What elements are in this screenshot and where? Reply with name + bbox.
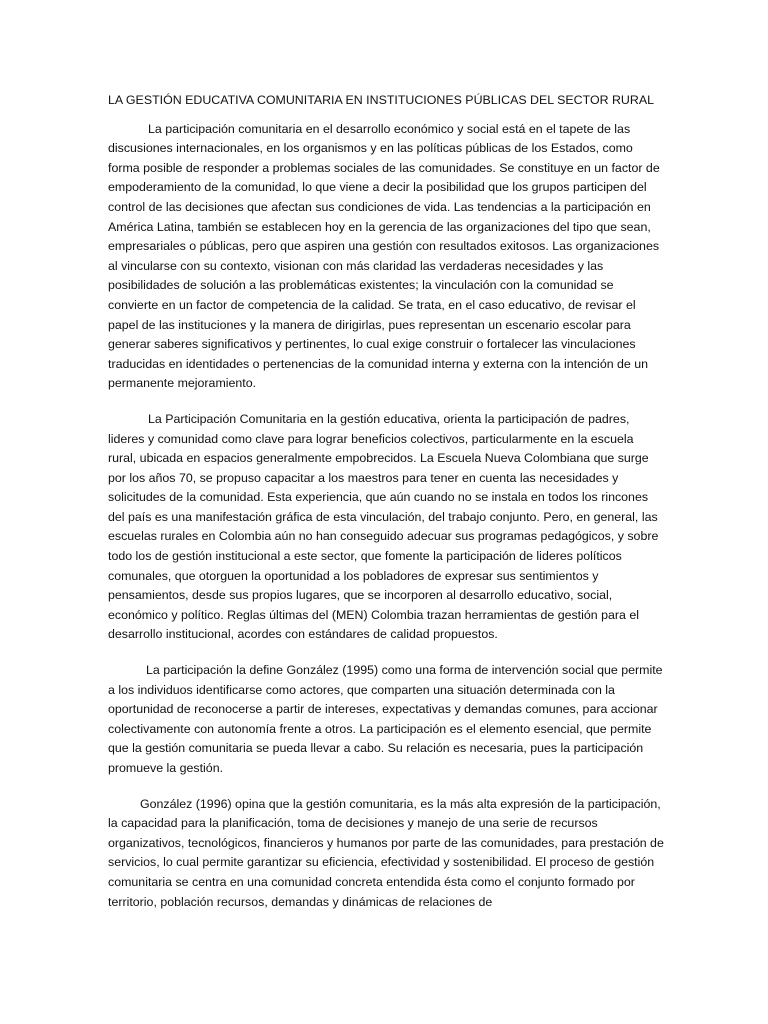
paragraph-4: González (1996) opina que la gestión comunitaria, es la más alta expresión de la participación, la capacidad para la planificación, toma de decisiones y manejo de una serie de recursos organizativos, tecnológicos, financieros y humanos por parte de las comunidades, para prestación de servicios, lo cual permite garantizar su eficiencia, efectividad y sostenibilidad. El proceso de gestión comunitaria se centra en una comunidad concreta entendida ésta como el conjunto formado por territorio, población recursos, demandas y dinámicas de relaciones de [108,796,664,909]
paragraph-1: La participación comunitaria en el desarrollo económico y social está en el tapete de las discusiones internacionales, en los organismos y en las políticas públicas de los Estados, como forma posible de responder a problemas sociales de las comunidades. Se constituye en un factor de empoderamiento de la comunidad, lo que viene a decir la posibilidad que los grupos participen del control de las decisiones que afectan sus condiciones de vida. Las tendencias a la participación en América Latina, también se establecen hoy en la gerencia de las organizaciones del tipo que sean, empresariales o públicas, pero que aspiren una gestión con resultados exitosos. Las organizaciones al vincularse con su contexto, visionan con más claridad las verdaderas necesidades y las posibilidades de solución a las problemáticas existentes; la vinculación con la comunidad se convierte en un factor de competencia de la calidad. Se trata, en el caso educativo, de revisar el papel de las instituciones y la manera de dirigirlas, pues representan un escenario escolar para generar saberes significativos y pertinentes, lo cual exige construir o fortalecer las vinculaciones traducidas en identidades o pertenencias de la comunidad interna y externa con la intención de un permanente mejoramiento. [108,121,660,391]
document-body [108,91,664,928]
paragraph-2: La Participación Comunitaria en la gestión educativa, orienta la participación de padres, lideres y comunidad como clave para lograr beneficios colectivos, particularmente en la escuela rural, ubicada en espacios generalmente empobrecidos. La Escuela Nueva Colombiana que surge por los años 70, se propuso capacitar a los maestros para tener en cuenta las necesidades y solicitudes de la comunidad. Esta experiencia, que aún cuando no se instala en todos los rincones del país es una manifestación gráfica de esta vinculación, del trabajo conjunto. Pero, en general, las escuelas rurales en Colombia aún no han conseguido adecuar sus programas pedagógicos, y sobre todo los de gestión institucional a este sector, que fomente la participación de lideres políticos comunales, que otorguen la oportunidad a los pobladores de expresar sus sentimientos y pensamientos, desde sus propios lugares, que se incorporen al desarrollo educativo, social, económico y político. Reglas últimas del (MEN) Colombia trazan herramientas de gestión para el desarrollo institucional, acordes con estándares de calidad propuestos. [108,411,659,642]
paragraph-3: La participación la define González (1995) como una forma de intervención social que permite a los individuos identificarse como actores, que comparten una situación determinada con la oportunidad de reconocerse a partir de intereses, expectativas y demandas comunes, para accionar colectivamente con autonomía frente a otros. La participación es el elemento esencial, que permite que la gestión comunitaria se pueda llevar a cabo. Su relación es necesaria, pues la participación promueve la gestión. [108,663,663,775]
document-title: LA GESTIÓN EDUCATIVA COMUNITARIA EN INSTITUCIONES PÚBLICAS DEL SECTOR RURAL [108,93,654,107]
